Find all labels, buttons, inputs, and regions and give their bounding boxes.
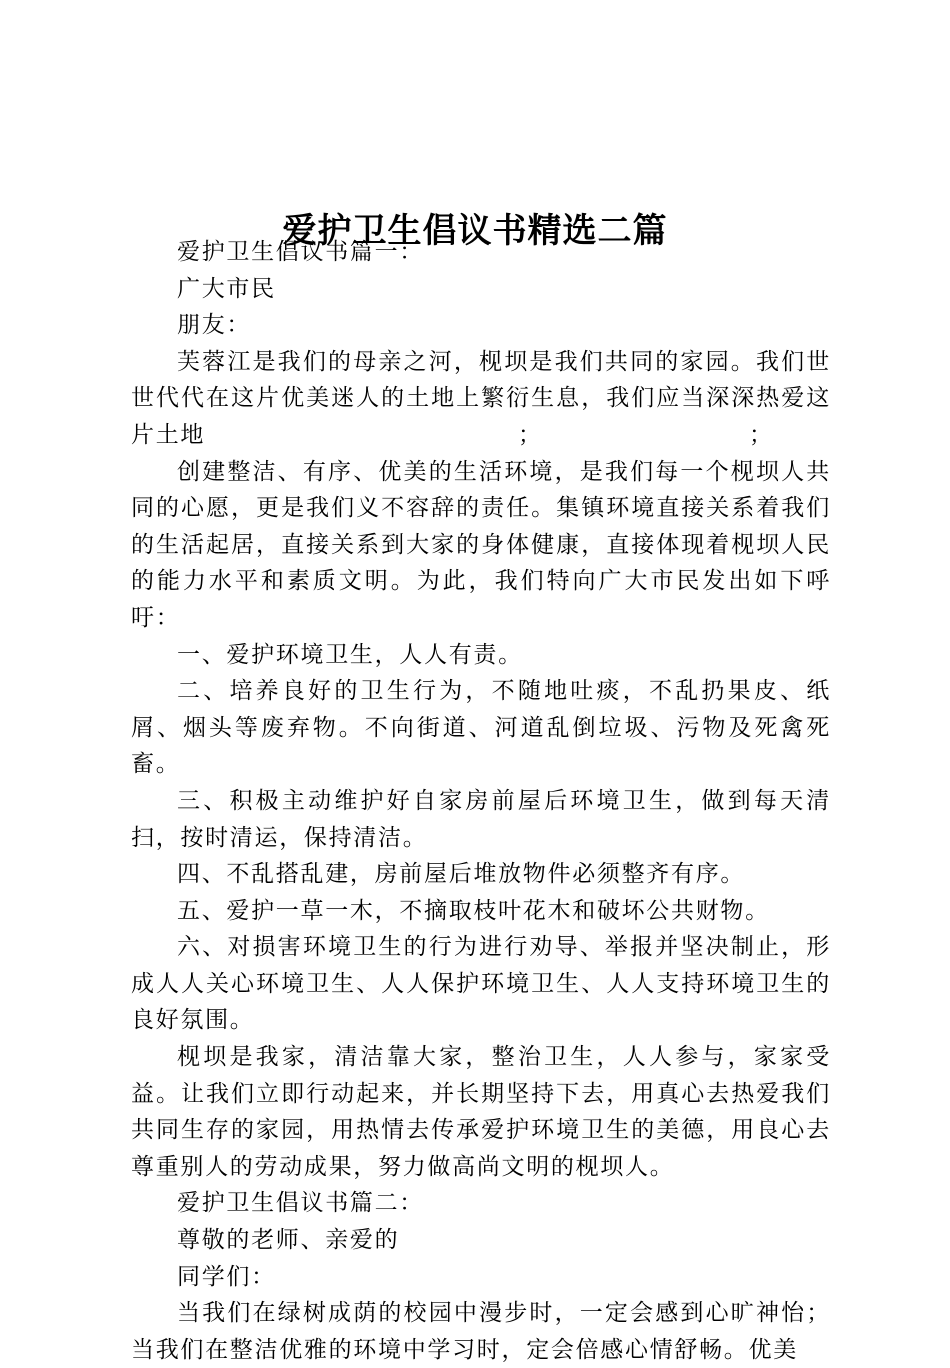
document-body bbox=[131, 234, 831, 1368]
paragraph-intro-text: 芙蓉江是我们的母亲之河，枧坝是我们共同的家园。我们世世代代在这片优美迷人的土地上繁衍生息，我们应当深深热爱这片土地 bbox=[131, 348, 831, 448]
list-item-3: 三、积极主动维护好自家房前屋后环境卫生，做到每天清扫，按时清运，保持清洁。 bbox=[131, 787, 831, 851]
paragraph-closing: 枧坝是我家，清洁靠大家，整治卫生，人人参与，家家受益。让我们立即行动起来，并长期坚持下去，用真心去热爱我们共同生存的家园，用热情去传承爱护环境卫生的美德，用良心去尊重别人的劳动成果，努力做高尚文明的枧坝人。 bbox=[131, 1044, 831, 1180]
section-heading-2: 爱护卫生倡议书篇二： bbox=[177, 1190, 424, 1217]
paragraph-campus: 当我们在绿树成荫的校园中漫步时，一定会感到心旷神怡；当我们在整洁优雅的环境中学习时，定会倍感心情舒畅。优美 bbox=[131, 1300, 831, 1363]
list-item-6: 六、对损害环境卫生的行为进行劝导、举报并坚决制止，形成人人关心环境卫生、人人保护环境卫生、人人支持环境卫生的良好氛围。 bbox=[131, 934, 831, 1034]
list-item-2: 二、培养良好的卫生行为，不随地吐痰，不乱扔果皮、纸屑、烟头等废弃物。不向街道、河道乱倒垃圾、污物及死禽死畜。 bbox=[131, 678, 831, 778]
document-title: 爱护卫生倡议书精选二篇 bbox=[282, 210, 668, 251]
paragraph-responsibility: 创建整洁、有序、优美的生活环境，是我们每一个枧坝人共同的心愿，更是我们义不容辞的责任。集镇环境直接关系着我们的生活起居，直接关系到大家的身体健康，直接体现着枧坝人民的能力水平和素质文明。为此，我们特向广大市民发出如下呼吁： bbox=[131, 458, 831, 631]
stray-semicolon-2: ； bbox=[749, 421, 774, 448]
paragraph-intro bbox=[131, 344, 831, 454]
list-item-4: 四、不乱搭乱建，房前屋后堆放物件必须整齐有序。 bbox=[177, 861, 746, 888]
salutation-line-3: 尊敬的老师、亲爱的 bbox=[177, 1227, 400, 1254]
salutation-line-2: 朋友： bbox=[177, 312, 252, 339]
section-heading-1: 爱护卫生倡议书篇一： bbox=[177, 239, 424, 265]
salutation-line-1: 广大市民 bbox=[177, 275, 276, 302]
list-item-5: 五、爱护一草一木，不摘取枝叶花木和破坏公共财物。 bbox=[177, 897, 770, 924]
stray-semicolon-1: ； bbox=[518, 421, 543, 448]
salutation-line-4: 同学们： bbox=[177, 1263, 276, 1290]
list-item-1: 一、爱护环境卫生，人人有责。 bbox=[177, 641, 523, 668]
